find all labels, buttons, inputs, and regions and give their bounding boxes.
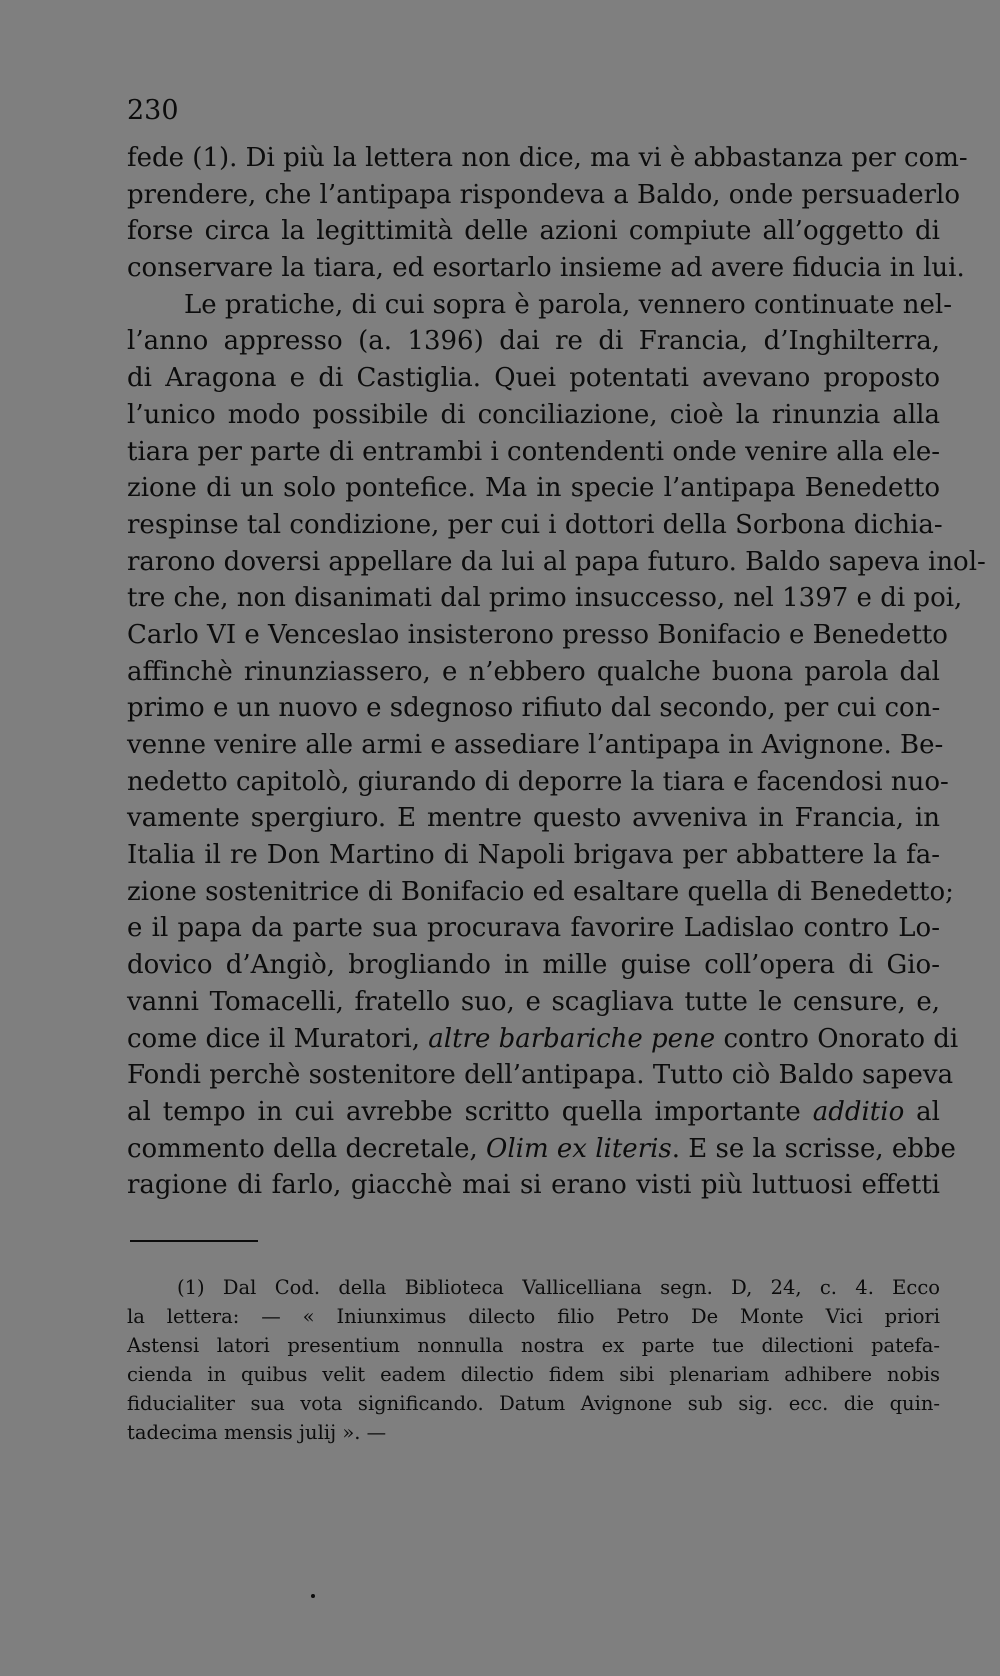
body-line: vanni Tomacelli, fratello suo, e scagliava tutte le censure, e, bbox=[127, 986, 940, 1017]
body-line: affinchè rinunziassero, e n’ebbero qualche buona parola dal bbox=[127, 656, 940, 687]
body-line: Carlo VI e Venceslao insisterono presso Bonifacio e Benedetto bbox=[127, 619, 948, 650]
line-segment: contro Onorato di bbox=[715, 1023, 959, 1054]
footnote-line: tadecima mensis julij ». — bbox=[127, 1421, 387, 1444]
body-line: Italia il re Don Martino di Napoli brigava per abbattere la fa- bbox=[127, 840, 940, 871]
italic-phrase: additio bbox=[812, 1096, 905, 1127]
body-line-with-italic bbox=[127, 1094, 940, 1131]
body-line: Fondi perchè sostenitore dell’antipapa. Tutto ciò Baldo sapeva bbox=[127, 1060, 954, 1091]
body-line: nedetto capitolò, giurando di deporre la tiara e facendosi nuo- bbox=[127, 766, 949, 797]
footnote bbox=[127, 1273, 940, 1447]
body-line: respinse tal condizione, per cui i dottori della Sorbona dichia- bbox=[127, 509, 943, 540]
body-line: di Aragona e di Castiglia. Quei potentati avevano proposto bbox=[127, 363, 940, 394]
footnote-line: fiducialiter sua vota significando. Datum Avignone sub sig. ecc. die quin- bbox=[127, 1392, 940, 1415]
footnote-separator bbox=[130, 1240, 258, 1242]
footnote-line: Astensi latori presentium nonnulla nostra ex parte tue dilectioni patefa- bbox=[127, 1334, 940, 1357]
italic-phrase: altre barbariche pene bbox=[428, 1023, 716, 1054]
page-number: 230 bbox=[127, 95, 179, 126]
body-line-with-italic bbox=[127, 1021, 959, 1058]
body-line: zione sostenitrice di Bonifacio ed esaltare quella di Benedetto; bbox=[127, 876, 954, 907]
body-line: venne venire alle armi e assediare l’antipapa in Avignone. Be- bbox=[127, 730, 944, 760]
footnote-line: la lettera: — « Iniunximus dilecto filio Petro De Monte Vici priori bbox=[127, 1305, 940, 1328]
body-line: rarono doversi appellare da lui al papa futuro. Baldo sapeva inol- bbox=[127, 546, 986, 577]
body-line: l’unico modo possibile di conciliazione, cioè la rinunzia alla bbox=[127, 399, 940, 430]
body-line: ragione di farlo, giacchè mai si erano visti più luttuosi effetti bbox=[127, 1170, 940, 1201]
body-line-with-italic bbox=[127, 1131, 956, 1168]
footnote-line: (1) Dal Cod. della Biblioteca Vallicelliana segn. D, 24, c. 4. Ecco bbox=[177, 1276, 940, 1299]
body-line: primo e un nuovo e sdegnoso rifiuto dal secondo, per cui con- bbox=[127, 693, 941, 724]
body-line: e il papa da parte sua procurava favorire Ladislao contro Lo- bbox=[127, 913, 940, 944]
body-line: tre che, non disanimati dal primo insuccesso, nel 1397 e di poi, bbox=[127, 583, 963, 614]
line-segment: al bbox=[904, 1096, 940, 1127]
line-segment: al tempo in cui avrebbe scritto quella importante bbox=[127, 1096, 813, 1127]
line-segment: come dice il Muratori, bbox=[127, 1023, 429, 1054]
line-segment: . E se la scrisse, ebbe bbox=[671, 1133, 956, 1164]
body-line: prendere, che l’antipapa rispondeva a Baldo, onde persuaderlo bbox=[127, 179, 960, 210]
body-line: vamente spergiuro. E mentre questo avveniva in Francia, in bbox=[127, 803, 940, 834]
italic-phrase: Olim ex literis bbox=[486, 1133, 672, 1164]
body-line: conservare la tiara, ed esortarlo insieme ad avere fiducia in lui. bbox=[127, 253, 965, 284]
line-segment: commento della decretale, bbox=[127, 1133, 487, 1164]
body-line: Le pratiche, di cui sopra è parola, vennero continuate nel- bbox=[184, 289, 952, 320]
body-line: zione di un solo pontefice. Ma in specie l’antipapa Benedetto bbox=[127, 473, 940, 504]
body-line: dovico d’Angiò, brogliando in mille guise coll’opera di Gio- bbox=[127, 950, 940, 981]
body-line: tiara per parte di entrambi i contendenti onde venire alla ele- bbox=[127, 436, 941, 467]
footnote-line: cienda in quibus velit eadem dilectio fidem sibi plenariam adhibere nobis bbox=[127, 1363, 940, 1386]
ink-speck bbox=[311, 1594, 315, 1598]
body-line: forse circa la legittimità delle azioni compiute all’oggetto di bbox=[127, 216, 940, 247]
body-text bbox=[127, 140, 986, 1204]
body-line: fede (1). Di più la lettera non dice, ma vi è abbastanza per com- bbox=[127, 143, 968, 173]
body-line: l’anno appresso (a. 1396) dai re di Francia, d’Inghilterra, bbox=[127, 326, 940, 357]
